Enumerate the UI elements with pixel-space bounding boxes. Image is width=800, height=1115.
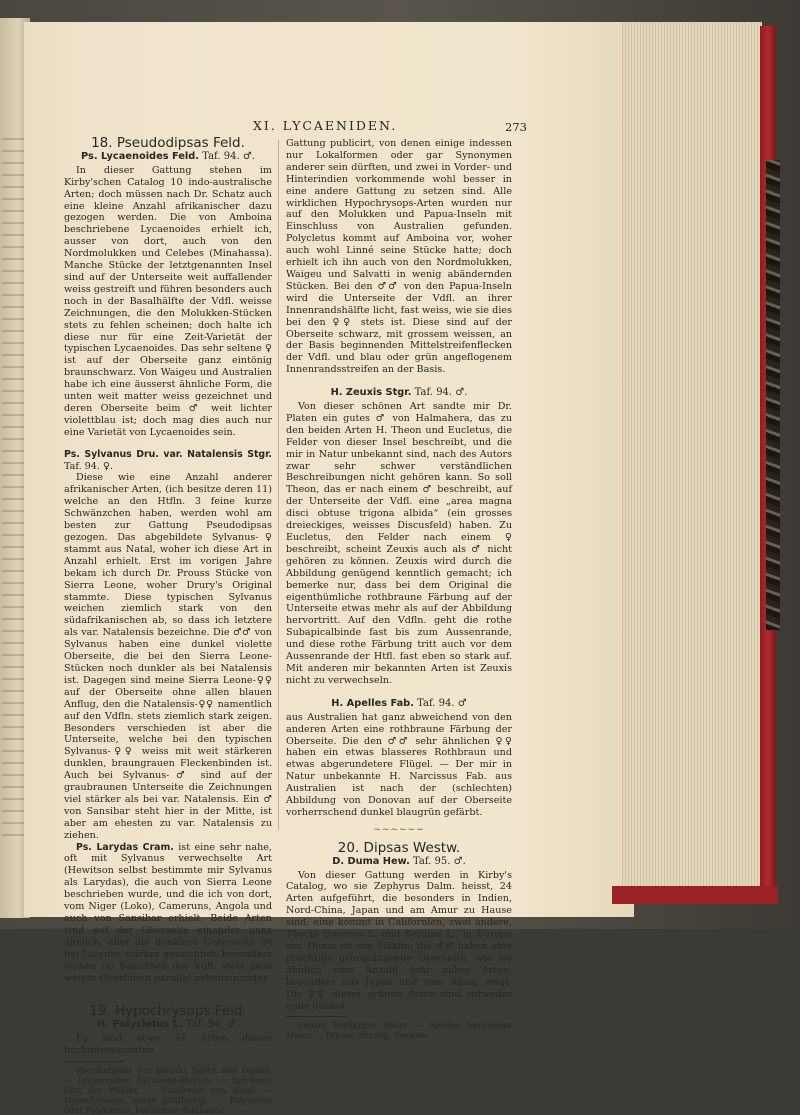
entry-title-sylvanus: Ps. Sylvanus Dru. var. Natalensis Stgr. — [64, 448, 272, 460]
plate-ref: Taf. 95. ♂. — [412, 855, 466, 867]
species-name: H. Polycletus L. — [97, 1019, 183, 1031]
apelles-heading — [286, 698, 512, 710]
plate-ref: Taf. 94. ♂. — [414, 387, 468, 399]
marbled-endpaper — [766, 160, 780, 630]
larydas-text: ist eine sehr nahe, oft mit Sylvanus verwechselte Art (Hewitson selbst bestimmte mir Sylvanus als Larydas), die auch von Sierra Leone beschrieben wurde, und die ich von dort, vom Niger (Loko), Cameruns, Angola und auch von Sansibar erhielt. Beide Arten sind auf der Oberseite einander ganz ähnlich, aber die dunklere Unterseite ist bei Larydas stärker gezeichnet, besonders stehen im Basaltheil der Vdfl. stets zwei weisse Querlinien parallel nebeneinander. — [64, 841, 272, 984]
paragraph-sylvanus-body: Diese wie eine Anzahl anderer afrikanischer Arten, (ich besitze deren 11) welche an den Htfln. 3 feine kurze Schwänzchen haben, werden wohl am besten zur Gattung Pseudodipsas gezogen. Das abgebildete Sylvanus-♀ stammt aus Natal, woher ich diese Art in Anzahl erhielt. Erst im vorigen Jahre bekam ich durch Dr. Prouss Stücke von Sierra Leone, woher Drury's Original stammte. Diese typischen Sylvanus weichen ziemlich stark von den südafrikanischen ab, so dass ich letztere als var. Natalensis bezeichne. Die ♂♂ von Sylvanus haben eine dunkel violette Oberseite, die bei den Sierra Leone-Stücken noch dunkler als bei Natalensis ist. Dagegen sind meine Sierra Leone-♀♀ auf der Oberseite ohne allen blauen Anflug, den die Natalensis-♀♀ namentlich auf den Vdfln. stets ziemlich stark zeigen. Besonders verschieden ist aber die Unterseite, welche bei den typischen Sylvanus-♀♀ weiss mit weit stärkeren dunklen, braungrauen Fleckenbinden ist. Auch bei Sylvanus-♂ sind auf der graubraunen Unterseite die Zeichnungen viel stärker als bei var. Natalensis. Ein ♂ von Sansibar steht hier in der Mitte, ist aber am ehesten zu var. Natalensis zu ziehen. — [64, 472, 272, 841]
paragraph-lycaenoides: In dieser Gattung stehen im Kirby'schen Catalog 10 indo-australische Arten; doch müssen nach Dr. Schatz auch eine kleine Anzahl afrikanischer dazu gezogen werden. Die von Amboina beschriebene Lycaenoides erhielt ich, ausser von dort, auch von den Nordmolukken und Celebes (Minahassa). Manche Stücke der letztgenannten Insel sind auf der Unterseite weit auffallender weiss gestreift und führen besonders auch noch in der Basalhälfte der Vdfl. weisse Zeichnungen, die den Molukken-Stücken stets zu fehlen scheinen; doch halte ich diese nur für eine Zeit-Varietät der typischen Lycaenoides. Das sehr seltene ♀ ist auf der Oberseite ganz eintönig braunschwarz. Von Waigeu und Australien habe ich eine äusserst ähnliche Form, die unten weit matter weiss gezeichnet und deren Oberseite beim ♂ weit lichter violettblau ist; doch mag dies auch nur eine Varietät von Lycaenoides sein. — [64, 164, 272, 438]
entry-title-larydas: Ps. Larydas Cram. — [76, 841, 174, 853]
species-name: H. Apelles Fab. — [331, 697, 414, 709]
paragraph-sylvanus — [64, 449, 272, 473]
plate-ref: Taf. 94. ♀. — [64, 460, 114, 472]
section-20-heading: 20. Dipsas Westw. — [337, 839, 461, 856]
red-cover-bottom — [612, 886, 778, 904]
section-ornament: ~~~~~~ — [373, 824, 425, 835]
zeuxis-heading — [286, 387, 512, 399]
column-rule — [278, 140, 279, 830]
section-19-heading: 19. Hypochrysops Feld. — [89, 1003, 247, 1020]
paragraph-polycletus: Gattung publicirt, von denen einige indessen nur Lokalformen oder gar Synonymen anderer sein dürften, und zwei in Vorder- und Hinterindien vorkommende wohl besser in eine andere Gattung zu setzen sind. Alle wirklichen Hypochrysops-Arten wurden nur auf den Molukken und Papua-Inseln mit Einschluss von Australien gefunden. Polycletus kommt auf Amboina vor, woher auch wohl Linné seine Stücke hatte; doch erhielt ich ihn auch von den Nordmolukken, Waigeu und Salvatti in wenig abändernden Stücken. Bei den ♂♂ von den Papua-Inseln wird die Unterseite der Vdfl. an ihrer Innenrandshälfte licht, fast weiss, wie sie dies bei den ♀♀ stets ist. Diese sind auf der Oberseite schwarz, mit grossem weissen, an der Basis beginnenden Mittelstreifenflecken der Vdfl. und blau oder grün angeflogenem Innenrandsstreifen an der Basis. — [286, 138, 512, 376]
section-20-subheading — [286, 856, 512, 868]
plate-ref: Taf. 94. ♂. — [202, 150, 255, 162]
plate-ref: Taf. 94. ♂ — [417, 697, 467, 709]
paragraph-zeuxis: Von dieser schönen Art sandte mir Dr. Platen ein gutes ♂ von Halmahera, das zu den beiden Arten H. Theon und Eucletus, die Felder von dieser Insel beschreibt, und die mir in Natur unbekannt sind, nach des Autors zwar sehr schwer verständlichen Beschreibungen nicht gehören kann. So soll Theon, das er nach einem ♂ beschreibt, auf der Unterseite der Vdfl. eine „area magna disci obtuse trigona albida“ (ein grosses dreieckiges, weisses Discusfeld) haben. Zu Eucletus, den Felder nach einem ♀ beschreibt, scheint Zeuxis auch als ♂ nicht gehören zu können. Zeuxis wird durch die Abbildung genügend kenntlich gemacht; ich bemerke nur, dass bei dem Original die eigenthümliche rothbraune Färbung auf der Unterseite etwas mehr als auf der Abbildung hervortritt. Auf den Vdfln. geht die rothe Subapicalbinde fast bis zum Aussenrande, und diese rothe Färbung tritt auch vor dem Aussenrande der Htfl. fast eben so stark auf. Mit anderen mir bekannten Arten ist Zeuxis nicht zu verwechseln. — [286, 401, 512, 686]
left-column — [64, 135, 272, 1115]
footnote-rule — [64, 1061, 124, 1062]
paragraph-dipsas: Von dieser Gattung werden in Kirby's Catalog, wo sie Zephyrus Dalm. heisst, 24 Arten aufgeführt, die besonders in Indien, Nord-China, Japan und am Amur zu Hause sind; eine kommt in Californien, zwei andere, Thecla Quercus L. und Betulae L., in Europa vor. Duma ist von Sikkim; die ♂♂ haben eine prächtige grünglänzende Oberseite, wie sie ähnlich eine Anzahl sehr naher Arten, besonders aus Japan und vom Amur, zeigt. Die ♀♀ dieser grünen Arten sind entweder ganz dunkel — [286, 869, 512, 1012]
section-18-subheading — [64, 151, 272, 163]
species-name: Ps. Lycaenoides Feld. — [81, 150, 199, 162]
species-name: H. Zeuxis Stgr. — [330, 387, 412, 399]
section-18-heading: 18. Pseudodipsas Feld. — [91, 135, 245, 151]
paragraph-larydas — [64, 842, 272, 985]
species-name: D. Duma Hew. — [332, 855, 410, 867]
paragraph-apelles: aus Australien hat ganz abweichend von den anderen Arten eine rothbraune Färbung der Oberseite. Die den ♂♂ sehr ähnlichen ♀♀ haben ein etwas blasseres Rothbraun und etwas abgerundetere Flügel. — Der mir in Natur unbekannte H. Narcissus Fab. aus Australien ist nach der (schlechten) Abbildung von Donovan auf der Oberseite vorherrschend dunkel blaugrün gefärbt. — [286, 711, 512, 818]
footnote-left: Pseudodipsas von pseudo, falsch und Dipsas. — Lycaenoides, Lycaenen-ähnlich. — Sylvanus, Gott der Wälder. — Natalensis von Natal. — Hypochrysops, unten goldfarbig. — Polycletus oder Polykleitos, berühmter Bildhauer. — [64, 1065, 272, 1115]
running-head: XI. LYCAENIDEN. — [253, 118, 398, 133]
page-number: 273 — [505, 120, 527, 134]
page-block-edges — [622, 22, 762, 902]
plate-ref: Taf. 94. ♂. — [186, 1019, 239, 1031]
right-column — [286, 138, 512, 1040]
previous-page-text — [2, 138, 26, 838]
footnote-rule — [286, 1016, 346, 1017]
section-19-subheading — [64, 1019, 272, 1031]
footnote-right: Zeuxis, berühmter Maler. — Apelles, berühmter Maler. — Dipsas, durstig, trocken. — [286, 1020, 512, 1041]
paragraph-hypochrysops: Es sind etwa 24 Arten dieser hochinteressanten — [64, 1033, 272, 1057]
